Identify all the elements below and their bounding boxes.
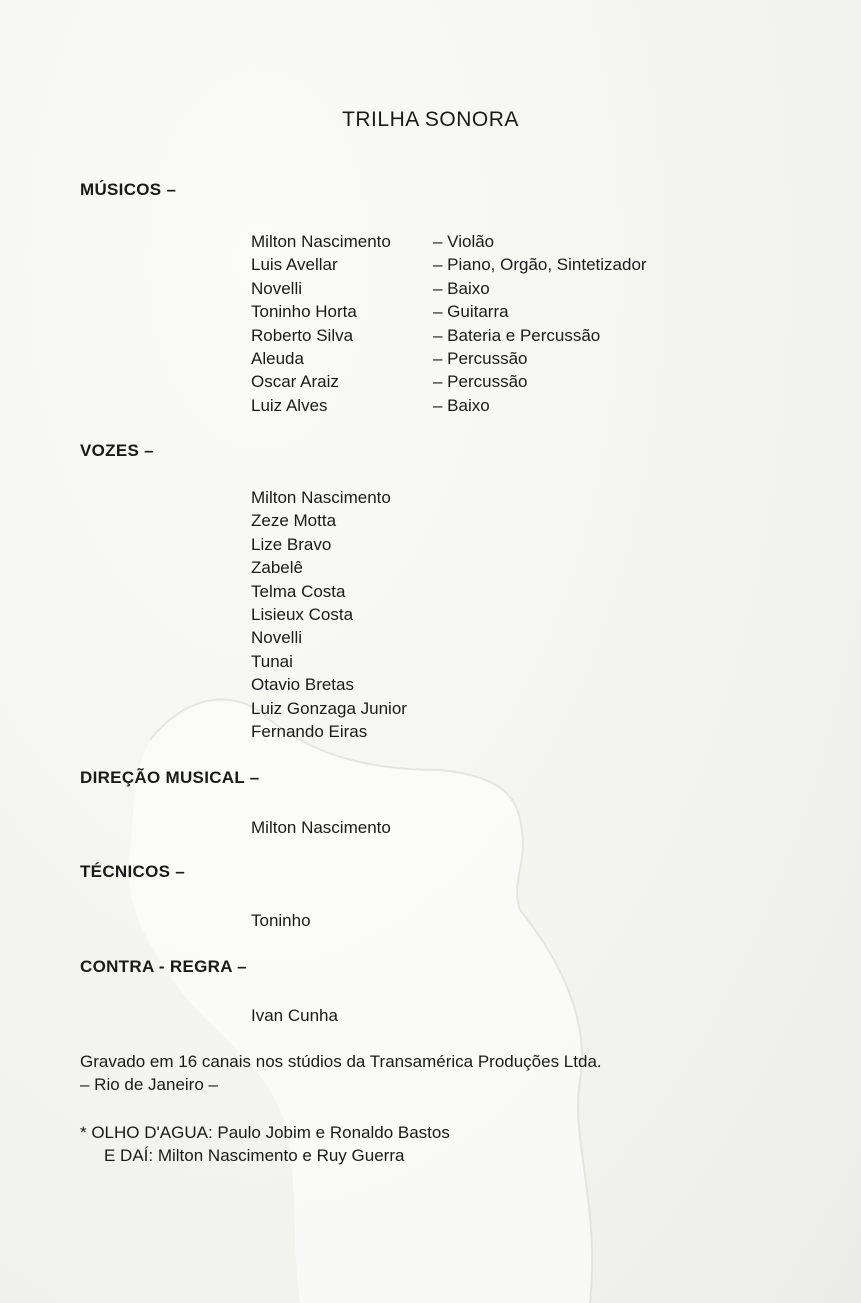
musician-name: Roberto Silva — [251, 325, 354, 345]
musician-role: – Violão — [433, 232, 495, 251]
musician-role: – Baixo — [433, 278, 490, 298]
musician-name: Aleuda — [251, 349, 304, 369]
direcao-name: Milton Nascimento — [251, 818, 391, 837]
contra-regra-heading: CONTRA - REGRA – — [80, 957, 247, 976]
musician-role: – Percussão — [433, 372, 528, 392]
voice-name: Luiz Gonzaga Junior — [251, 698, 407, 718]
recording-note: Gravado em 16 canais nos stúdios da Transamérica Produções Ltda. — [80, 1052, 602, 1071]
musician-role: – Bateria e Percussão — [433, 325, 601, 345]
song-credit: E DAÍ: Milton Nascimento e Ruy Guerra — [104, 1146, 405, 1165]
voice-name: Zabelê — [251, 558, 303, 578]
voice-name: Zeze Motta — [251, 511, 337, 531]
musician-name: Novelli — [251, 278, 303, 298]
page-title: TRILHA SONORA — [342, 108, 519, 131]
tecnicos-heading: TÉCNICOS – — [80, 862, 186, 881]
voice-name: Lize Bravo — [251, 534, 332, 554]
musician-name: Luiz Alves — [251, 395, 328, 415]
vozes-heading: VOZES – — [80, 441, 154, 460]
voice-name: Novelli — [251, 628, 303, 648]
voice-name: Fernando Eiras — [251, 722, 368, 742]
musician-role: – Piano, Orgão, Sintetizador — [433, 255, 647, 275]
voice-name: Tunai — [251, 651, 293, 671]
musicos-names — [251, 230, 391, 417]
vozes-names — [251, 486, 407, 743]
tecnicos-name: Toninho — [251, 911, 311, 930]
musician-name: Oscar Araiz — [251, 372, 339, 392]
voice-name: Milton Nascimento — [251, 488, 391, 507]
voice-name: Telma Costa — [251, 581, 346, 601]
musician-name: Milton Nascimento — [251, 232, 391, 251]
direcao-heading: DIREÇÃO MUSICAL – — [80, 768, 260, 787]
musicos-heading: MÚSICOS – — [80, 180, 177, 199]
musician-name: Luis Avellar — [251, 255, 338, 275]
musician-name: Toninho Horta — [251, 302, 357, 322]
voice-name: Lisieux Costa — [251, 605, 354, 625]
musician-role: – Guitarra — [433, 302, 509, 322]
recording-location: – Rio de Janeiro – — [80, 1075, 218, 1094]
musicos-roles — [433, 230, 647, 417]
voice-name: Otavio Bretas — [251, 675, 354, 695]
musician-role: – Percussão — [433, 349, 528, 369]
contra-regra-name: Ivan Cunha — [251, 1006, 338, 1025]
song-credit: * OLHO D'AGUA: Paulo Jobim e Ronaldo Bastos — [80, 1123, 450, 1142]
musician-role: – Baixo — [433, 395, 490, 415]
